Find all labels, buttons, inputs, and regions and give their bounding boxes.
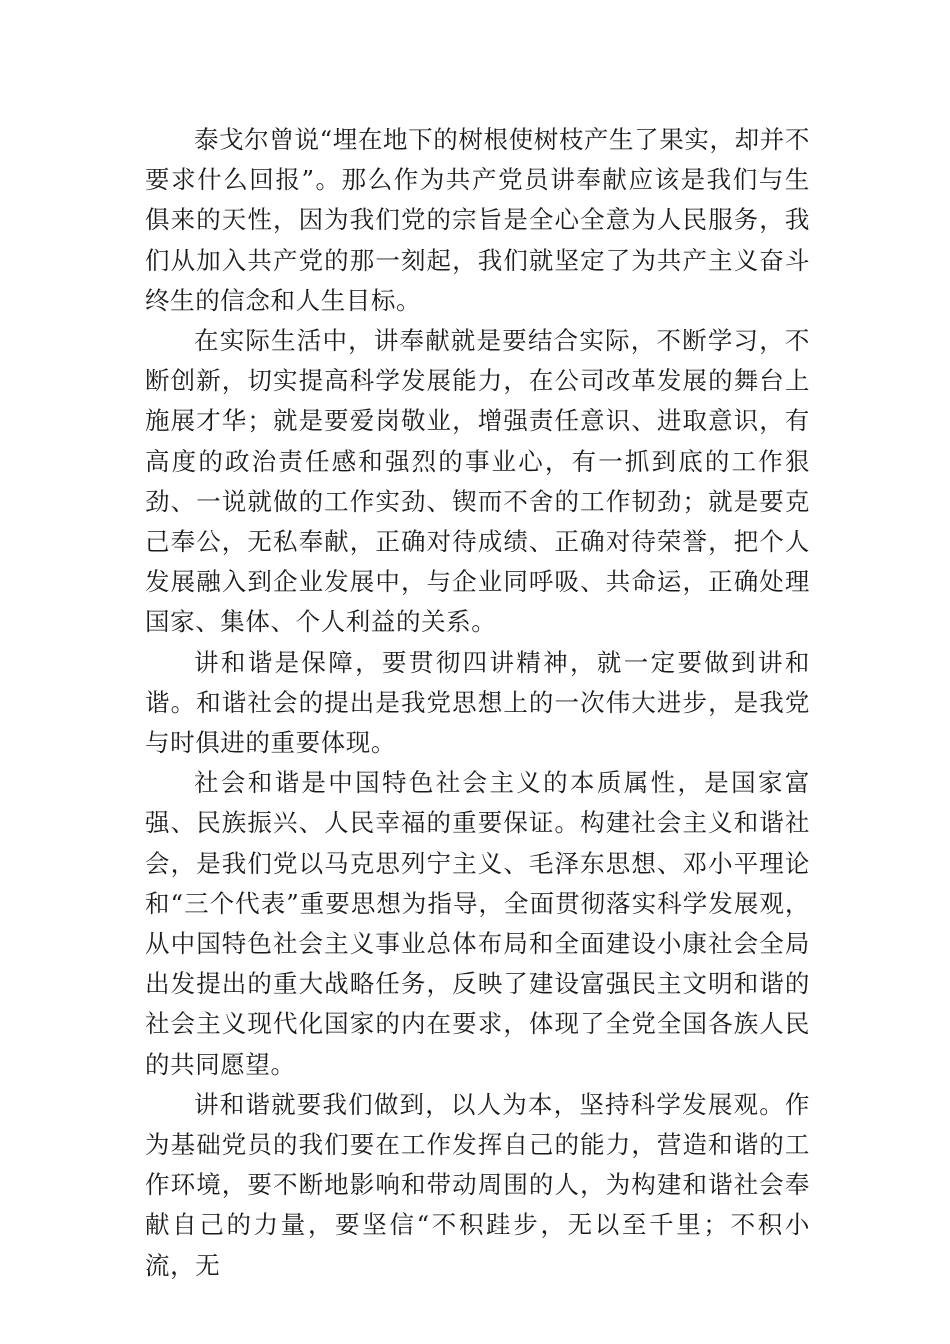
paragraph-people-oriented: 讲和谐就要我们做到，以人为本，坚持科学发展观。作为基础党员的我们要在工作发挥自己的能力，营造和谐的工作环境，要不断地影响和带动周围的人，为构建和谐社会奉献自己的力量，要坚信“不积跬步，无以至千里；不积小流，无 xyxy=(145,1089,810,1280)
paragraph-social-harmony: 社会和谐是中国特色社会主义的本质属性，是国家富强、民族振兴、人民幸福的重要保证。构建社会主义和谐社会，是我们党以马克思列宁主义、毛泽东思想、邓小平理论和“三个代表”重要思想为指导，全面贯彻落实科学发展观，从中国特色社会主义事业总体布局和全面建设小康社会全局出发提出的重大战略任务，反映了建设富强民主文明和谐的社会主义现代化国家的内在要求，体现了全党全国各族人民的共同愿望。 xyxy=(145,768,810,1079)
document-body xyxy=(145,120,810,1286)
paragraph-dedication-in-practice: 在实际生活中，讲奉献就是要结合实际，不断学习，不断创新，切实提高科学发展能力，在公司改革发展的舞台上施展才华；就是要爱岗敬业，增强责任意识、进取意识，有高度的政治责任感和强烈的事业心，有一抓到底的工作狠劲、一说就做的工作实劲、锲而不舍的工作韧劲；就是要克己奉公，无私奉献，正确对待成绩、正确对待荣誉，把个人发展融入到企业发展中，与企业同呼吸、共命运，正确处理国家、集体、个人利益的关系。 xyxy=(145,326,810,637)
paragraph-tagore-quote: 泰戈尔曾说“埋在地下的树根使树枝产生了果实，却并不要求什么回报”。那么作为共产党员讲奉献应该是我们与生俱来的天性，因为我们党的宗旨是全心全意为人民服务，我们从加入共产党的那一刻起，我们就坚定了为共产主义奋斗终生的信念和人生目标。 xyxy=(145,125,810,315)
paragraph-harmony-guarantee: 讲和谐是保障，要贯彻四讲精神，就一定要做到讲和谐。和谐社会的提出是我党思想上的一次伟大进步，是我党与时俱进的重要体现。 xyxy=(145,647,810,758)
